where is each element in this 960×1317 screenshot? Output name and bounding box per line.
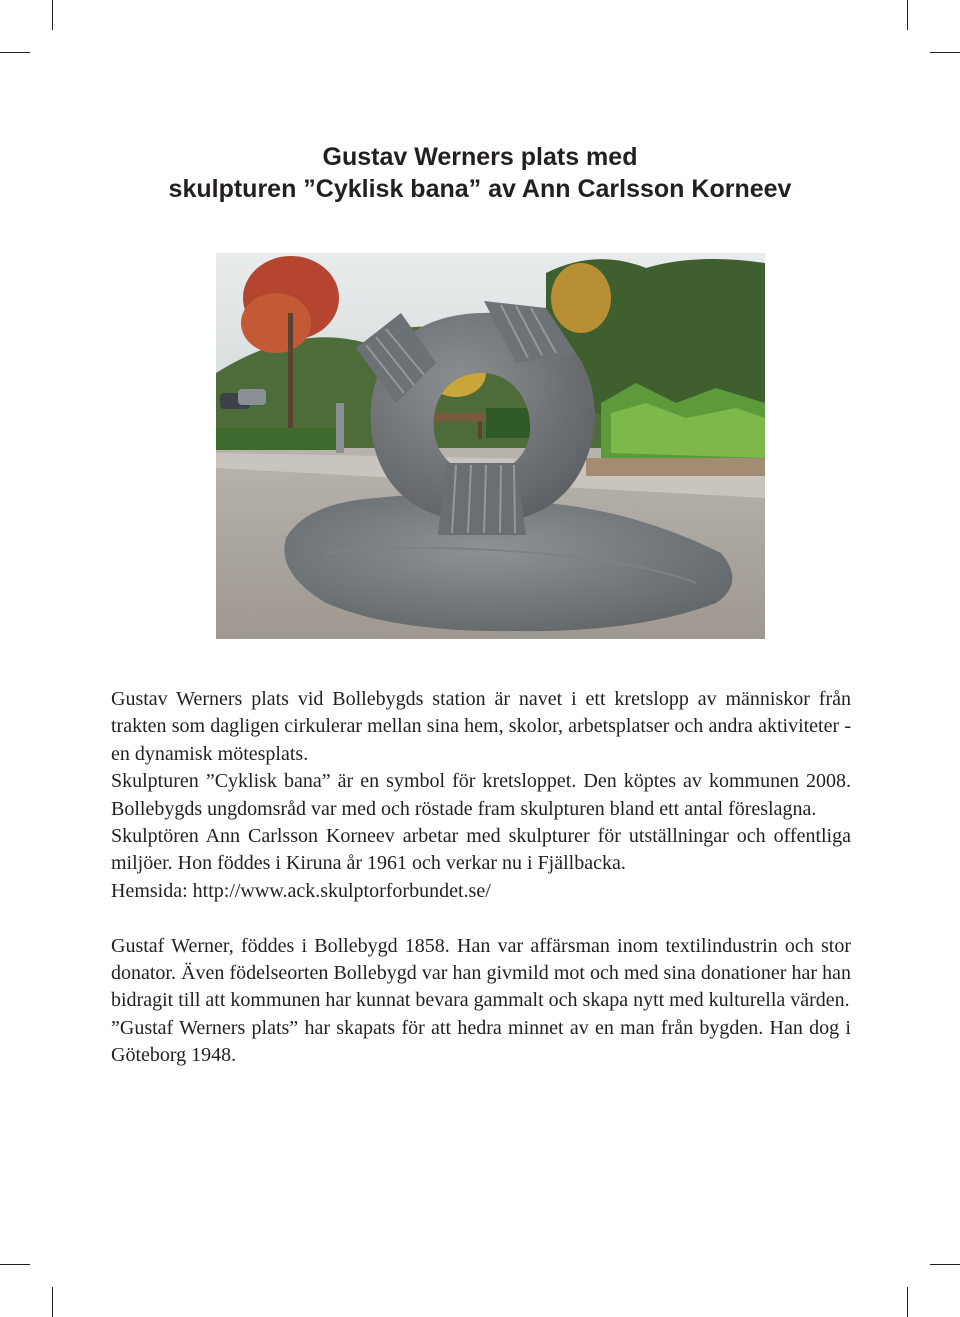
paragraph-3: Skulptören Ann Carlsson Korneev arbetar med skulpturer för utställningar och offentliga miljöer. Hon föddes i Kiruna år 1961 och verkar nu i Fjällbacka.	[111, 825, 851, 875]
crop-mark-right-top	[930, 52, 960, 53]
crop-mark-left-top	[0, 52, 30, 53]
paragraph-gap	[111, 905, 851, 932]
paragraph-2: Skulpturen ”Cyklisk bana” är en symbol för kretsloppet. Den köptes av kommunen 2008. Bollebygds ungdomsråd var med och röstade fram skulpturen bland ett antal föreslagna.	[111, 770, 851, 820]
title-line-2: skulpturen ”Cyklisk bana” av Ann Carlsson Korneev	[168, 175, 792, 203]
crop-mark-left-bottom	[0, 1264, 30, 1265]
page-title	[0, 141, 960, 205]
paragraph-6: ”Gustaf Werners plats” har skapats för att hedra minnet av en man från bygden. Han dog i Göteborg 1948.	[111, 1016, 851, 1067]
crop-mark-right-bottom	[930, 1264, 960, 1265]
sculpture-photo	[216, 253, 765, 639]
body-text	[111, 686, 851, 1070]
crop-mark-bottom-right	[907, 1287, 908, 1317]
paragraph-5: Gustaf Werner, föddes i Bollebygd 1858. Han var affärsman inom textilindustrin och stor donator. Även födelseorten Bollebygd var han givmild mot och med sina donationer har han bidragit till att kommunen har kunnat bevara gammalt och skapa nytt med kulturella värden.	[111, 934, 851, 1012]
crop-mark-top-left	[52, 0, 53, 30]
paragraph-1: Gustav Werners plats vid Bollebygds station är navet i ett kretslopp av människor från trakten som dagligen cirkulerar mellan sina hem, skolor, arbetsplatser och andra aktiviteter - en dynamisk mötesplats.	[111, 688, 851, 765]
paragraph-4[interactable]: Hemsida: http://www.ack.skulptorforbundet.se/	[111, 879, 491, 902]
crop-mark-top-right	[907, 0, 908, 30]
crop-mark-bottom-left	[52, 1287, 53, 1317]
title-line-1: Gustav Werners plats med	[322, 143, 638, 171]
